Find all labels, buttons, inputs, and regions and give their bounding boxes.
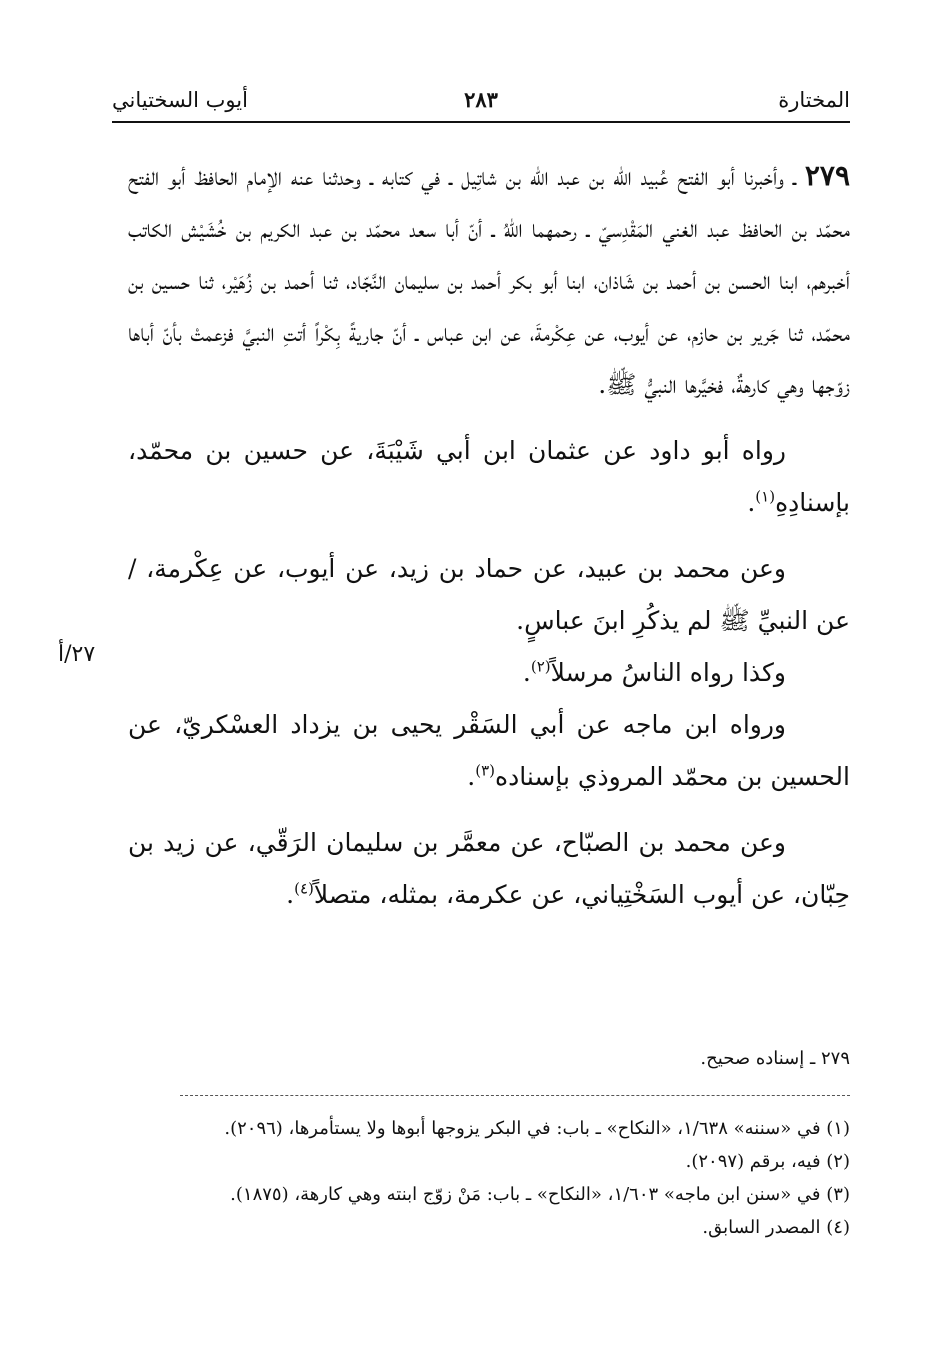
narration-text: وكذا رواه الناسُ مرسلاً bbox=[550, 658, 786, 687]
narration-text: وعن محمد بن الصبّاح، عن معمَّر بن سليمان الرَقّي، عن زيد بن حِبّان، عن أيوب السَخْتِياني، عن عكرمة، بمثله، متصلاً bbox=[128, 828, 850, 909]
footnote-item: (١) في «سننه» ١/٦٣٨، «النكاح» ـ باب: في البكر يزوجها أبوها ولا يستأمرها، (٢٠٩٦). bbox=[224, 1118, 850, 1139]
footnote-divider bbox=[180, 1095, 850, 1096]
header-book-title: المختارة bbox=[778, 88, 850, 112]
sentence-end: . bbox=[747, 488, 756, 517]
narration-paragraph bbox=[128, 699, 850, 803]
footnote-ref: (٤) bbox=[294, 879, 314, 898]
sentence-end: . bbox=[467, 762, 476, 791]
footnote-ref: (٢) bbox=[530, 657, 551, 676]
sentence-end: . bbox=[286, 880, 295, 909]
footnote-item: (٣) في «سنن ابن ماجه» ١/٦٠٣، «النكاح» ـ باب: مَنْ زوّج ابنته وهي كارهة، (١٨٧٥). bbox=[230, 1184, 850, 1205]
narration-paragraph bbox=[128, 817, 850, 921]
hadith-number: ٢٧٩ bbox=[804, 159, 851, 192]
narration-text: وعن محمد بن عبيد، عن حماد بن زيد، عن أيوب، عن عِكْرمة، / عن النبيِّ ﷺ لم يذكُرِ ابنَ عباسٍ. bbox=[128, 554, 850, 635]
narration-text: ورواه ابن ماجه عن أبي السَقْر يحيى بن يزداد العسْكريّ، عن الحسين بن محمّد المروذي بإسناده bbox=[128, 710, 850, 791]
hadith-text: ـ وأخبرنا أبو الفتح عُبيد الله بن عبد الله بن شاتِيل ـ في كتابه ـ وحدثنا عنه الإمام الحافظ أبو الفتح محمّد بن الحافظ عبد الغني المَقْدِسيّ ـ رحمهما اللهُ ـ أنّ أبا سعد محمّد بن عبد الكريم بن خُشَيْش الكاتب أخبرهم، ابنا الحسن بن أحمد بن شَاذان، ابنا أبو بكر أحمد بن سليمان النَّجّاد، ثنا أحمد بن زُهَيْر، ثنا حسين بن محمّد، ثنا جَرير بن حازم، عن أيوب، عن عِكْرمةَ، عن ابن عباس ـ أنّ جاريةً بِكْراً أتتِ النبيَّ فزعمتْ بأنّ أباها زوّجها وهي كارهةٌ، فخيَّرها النبيُّ ﷺ. bbox=[128, 162, 850, 399]
footnote-item: (٤) المصدر السابق. bbox=[702, 1217, 850, 1238]
footnote-ref: (٣) bbox=[475, 761, 496, 780]
editor-note: ٢٧٩ ـ إسناده صحيح. bbox=[700, 1048, 850, 1069]
footnote-ref: (١) bbox=[755, 487, 776, 506]
header-chapter-title: أيوب السختياني bbox=[112, 88, 248, 112]
running-header bbox=[112, 80, 850, 120]
page-number: ٢٨٣ bbox=[464, 87, 498, 112]
footnote-item: (٢) فيه، برقم (٢٠٩٧). bbox=[685, 1151, 850, 1172]
narration-paragraph bbox=[128, 647, 850, 699]
narration-text: رواه أبو داود عن عثمان ابن أبي شَيْبَةَ، عن حسين بن محمّد، بإسنادِهِ bbox=[128, 436, 850, 517]
footnotes bbox=[180, 1045, 850, 1244]
narration-paragraph bbox=[128, 543, 850, 647]
main-text bbox=[128, 150, 850, 921]
sentence-end: . bbox=[522, 658, 531, 687]
header-divider bbox=[112, 121, 850, 123]
manuscript-folio-note: ٢٧/أ bbox=[58, 642, 96, 667]
footnote-list bbox=[180, 1112, 850, 1244]
hadith-paragraph bbox=[128, 150, 850, 411]
narration-paragraph bbox=[128, 425, 850, 529]
